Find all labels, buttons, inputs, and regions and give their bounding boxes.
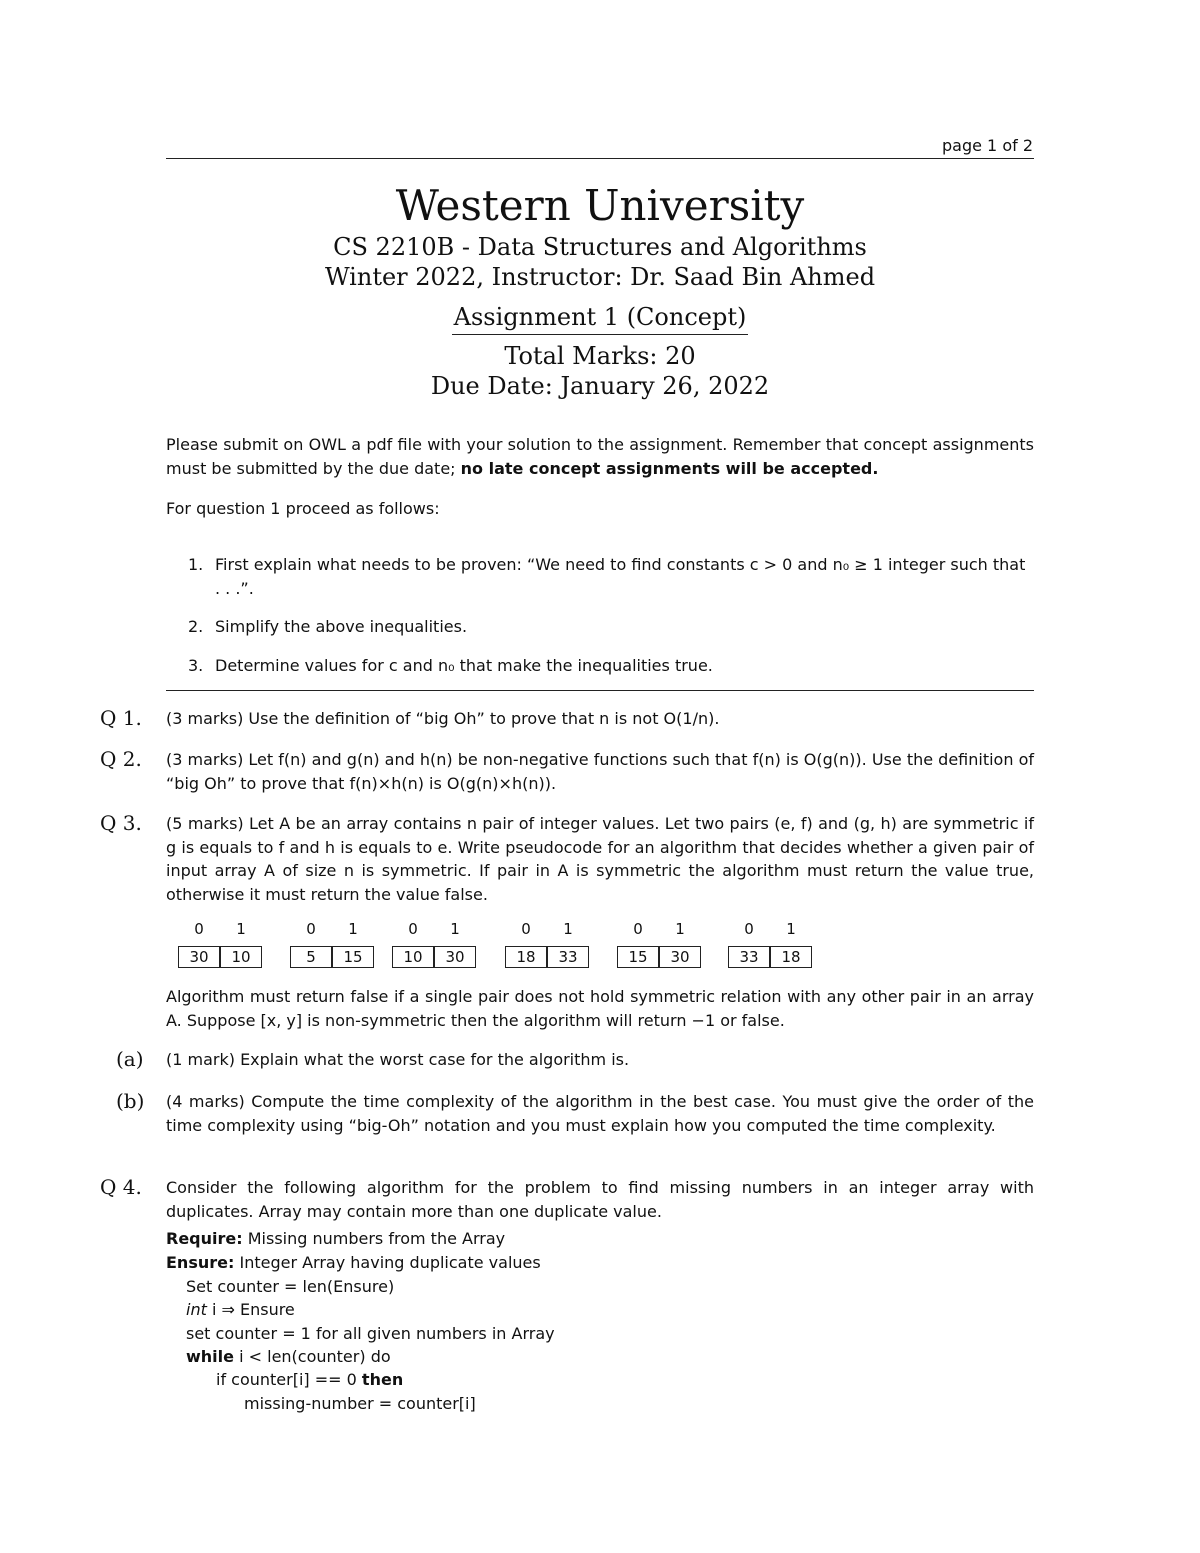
q4-text: Consider the following algorithm for the problem to find missing numbers in an integer array with duplicates. Array may contain more than one duplicate value. (166, 1178, 1034, 1221)
code-line-4-condition: i < len(counter) (239, 1347, 366, 1366)
code-line-3: set counter = 1 for all given numbers in Array (186, 1324, 555, 1343)
intro-text: Please submit on OWL a pdf file with your solution to the assignment. Remember that concept assignments must be submitted by the due date; (166, 435, 1034, 478)
term-instructor: Winter 2022, Instructor: Dr. Saad Bin Ahmed (324, 263, 876, 291)
step-2-number: 2. (188, 617, 204, 636)
q2-label: Q 2. (100, 747, 142, 771)
assignment-title: Assignment 1 (Concept) (452, 302, 749, 335)
pair-cell: 15 (332, 946, 374, 968)
code-line-5 (216, 1368, 403, 1392)
q3-text: (5 marks) Let A be an array contains n pair of integer values. Let two pairs (e, f) and (g, h) are symmetric if g is equals to f and h is equals to e. Write pseudocode for an algorithm that decides whether a given pair of input array A of size n is symmetric. If pair in A is symmetric the algorithm must return the value true, otherwise it must return the value false. (166, 814, 1034, 904)
pair-cell: 30 (434, 946, 476, 968)
pair-cell: 30 (659, 946, 701, 968)
index-label: 1 (786, 920, 796, 938)
step-1-number: 1. (188, 555, 204, 574)
q3-after-text: Algorithm must return false if a single pair does not hold symmetric relation with any other pair in an array A. Suppose [x, y] is non-symmetric then the algorithm will return −1 or false. (166, 987, 1034, 1030)
document-header (166, 180, 1034, 401)
pair-cell: 5 (290, 946, 332, 968)
q2-text: (3 marks) Let f(n) and g(n) and h(n) be non-negative functions such that f(n) is O(g(n)). Use the definition of “big Oh” to prove that f(n)×h(n) is O(g(n)×h(n)). (166, 750, 1034, 793)
index-label: 0 (633, 920, 643, 938)
code-line-5-condition: if counter[i] == 0 (216, 1370, 357, 1389)
header-rule (166, 158, 1034, 159)
index-label: 1 (450, 920, 460, 938)
pair-cell: 15 (617, 946, 659, 968)
due-date: Due Date: January 26, 2022 (430, 372, 770, 400)
q3-label: Q 3. (100, 811, 142, 835)
course-title: CS 2210B - Data Structures and Algorithms (333, 233, 867, 261)
intro-paragraph (166, 433, 1034, 480)
ensure-line (166, 1251, 541, 1275)
step-3-text: Determine values for c and n₀ that make the inequalities true. (215, 656, 713, 675)
pair-cell: 18 (505, 946, 547, 968)
code-keyword-while: while (186, 1347, 234, 1366)
index-label: 1 (563, 920, 573, 938)
index-label: 0 (194, 920, 204, 938)
require-keyword: Require: (166, 1229, 243, 1248)
pair-cell: 33 (728, 946, 770, 968)
pair-cell: 30 (178, 946, 220, 968)
ensure-keyword: Ensure: (166, 1253, 235, 1272)
pair-cell: 33 (547, 946, 589, 968)
index-label: 0 (306, 920, 316, 938)
q1-text: (3 marks) Use the definition of “big Oh” to prove that n is not O(1/n). (166, 709, 720, 728)
section-rule (166, 690, 1034, 691)
intro-instructions: For question 1 proceed as follows: (166, 499, 440, 518)
ensure-text: Integer Array having duplicate values (239, 1253, 541, 1272)
q3b-label: (b) (116, 1089, 145, 1113)
q3a-text: (1 mark) Explain what the worst case for the algorithm is. (166, 1050, 630, 1069)
require-text: Missing numbers from the Array (247, 1229, 506, 1248)
index-label: 0 (521, 920, 531, 938)
code-line-6: missing-number = counter[i] (244, 1394, 476, 1413)
total-marks: Total Marks: 20 (504, 342, 696, 370)
require-line (166, 1227, 505, 1251)
code-line-2 (186, 1298, 295, 1322)
index-label: 1 (675, 920, 685, 938)
code-line-4 (186, 1345, 391, 1369)
q3a-label: (a) (116, 1047, 144, 1071)
index-label: 0 (744, 920, 754, 938)
code-line-2-rest: i ⇒ Ensure (211, 1300, 295, 1319)
index-label: 1 (236, 920, 246, 938)
pair-cell: 10 (392, 946, 434, 968)
q4-label: Q 4. (100, 1175, 142, 1199)
code-keyword-int: int (186, 1300, 207, 1319)
code-keyword-then: then (361, 1370, 404, 1389)
index-label: 1 (348, 920, 358, 938)
step-1-text: First explain what needs to be proven: “We need to find constants c > 0 and n₀ ≥ 1 integer such that . . .”. (215, 555, 1026, 598)
index-label: 0 (408, 920, 418, 938)
step-2-text: Simplify the above inequalities. (215, 617, 468, 636)
code-keyword-do: do (370, 1347, 391, 1366)
code-line-1: Set counter = len(Ensure) (186, 1277, 395, 1296)
q1-label: Q 1. (100, 706, 142, 730)
step-3-number: 3. (188, 656, 204, 675)
intro-bold-text: no late concept assignments will be accepted. (460, 458, 879, 478)
q3b-text: (4 marks) Compute the time complexity of the algorithm in the best case. You must give the order of the time complexity using “big-Oh” notation and you must explain how you computed the time complexity. (166, 1092, 1034, 1135)
pair-cell: 18 (770, 946, 812, 968)
university-name: Western University (395, 181, 805, 230)
page-number: page 1 of 2 (942, 136, 1033, 155)
pair-cell: 10 (220, 946, 262, 968)
